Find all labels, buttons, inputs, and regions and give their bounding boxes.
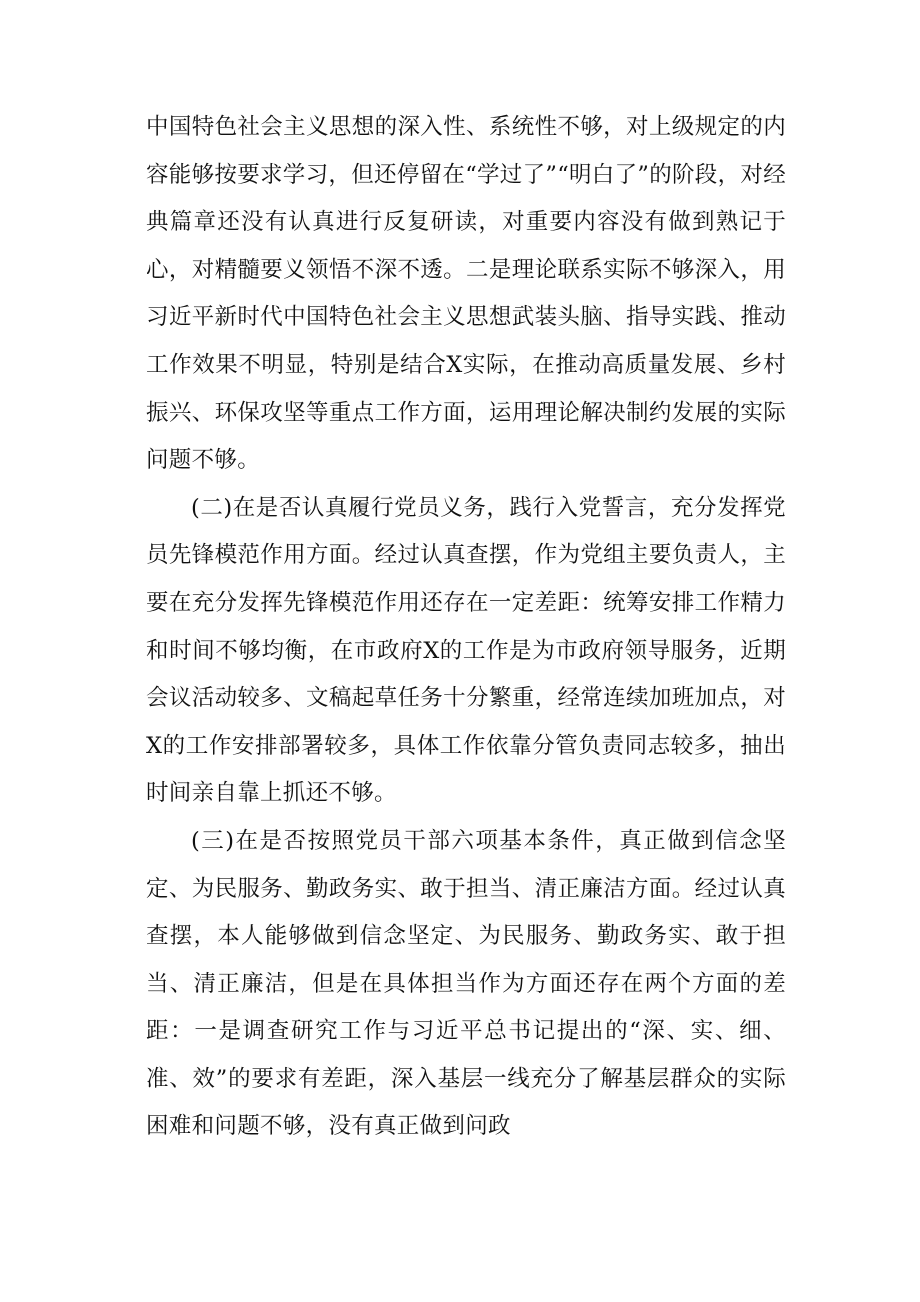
paragraph-continued: 中国特色社会主义思想的深入性、系统性不够，对上级规定的内容能够按要求学习，但还停留在“学过了”“明白了”的阶段，对经典篇章还没有认真进行反复研读，对重要内容没有做到熟记于心，对精髓要义领悟不深不透。二是理论联系实际不够深入，用习近平新时代中国特色社会主义思想武装头脑、指导实践、推动工作效果不明显，特别是结合X实际，在推动高质量发展、乡村振兴、环保攻坚等重点工作方面，运用理论解决制约发展的实际问题不够。 (146, 114, 787, 474)
paragraph-section-two: (二)在是否认真履行党员义务，践行入党誓言，充分发挥党员先锋模范作用方面。经过认真查摆，作为党组主要负责人，主要在充分发挥先锋模范作用还存在一定差距：统筹安排工作精力和时间不够均衡，在市政府X的工作是为市政府领导服务，近期会议活动较多、文稿起草任务十分繁重，经常连续加班加点，对X的工作安排部署较多，具体工作依靠分管负责同志较多，抽出时间亲自靠上抓还不够。 (146, 494, 786, 807)
document-body (146, 104, 786, 1151)
paragraph-section-three: (三)在是否按照党员干部六项基本条件，真正做到信念坚定、为民服务、勤政务实、敢于担当、清正廉洁方面。经过认真查摆，本人能够做到信念坚定、为民服务、勤政务实、敢于担当、清正廉洁，但是在具体担当作为方面还存在两个方面的差距：一是调查研究工作与习近平总书记提出的“深、实、细、准、效”的要求有差距，深入基层一线充分了解基层群众的实际困难和问题不够，没有真正做到问政 (146, 827, 786, 1140)
